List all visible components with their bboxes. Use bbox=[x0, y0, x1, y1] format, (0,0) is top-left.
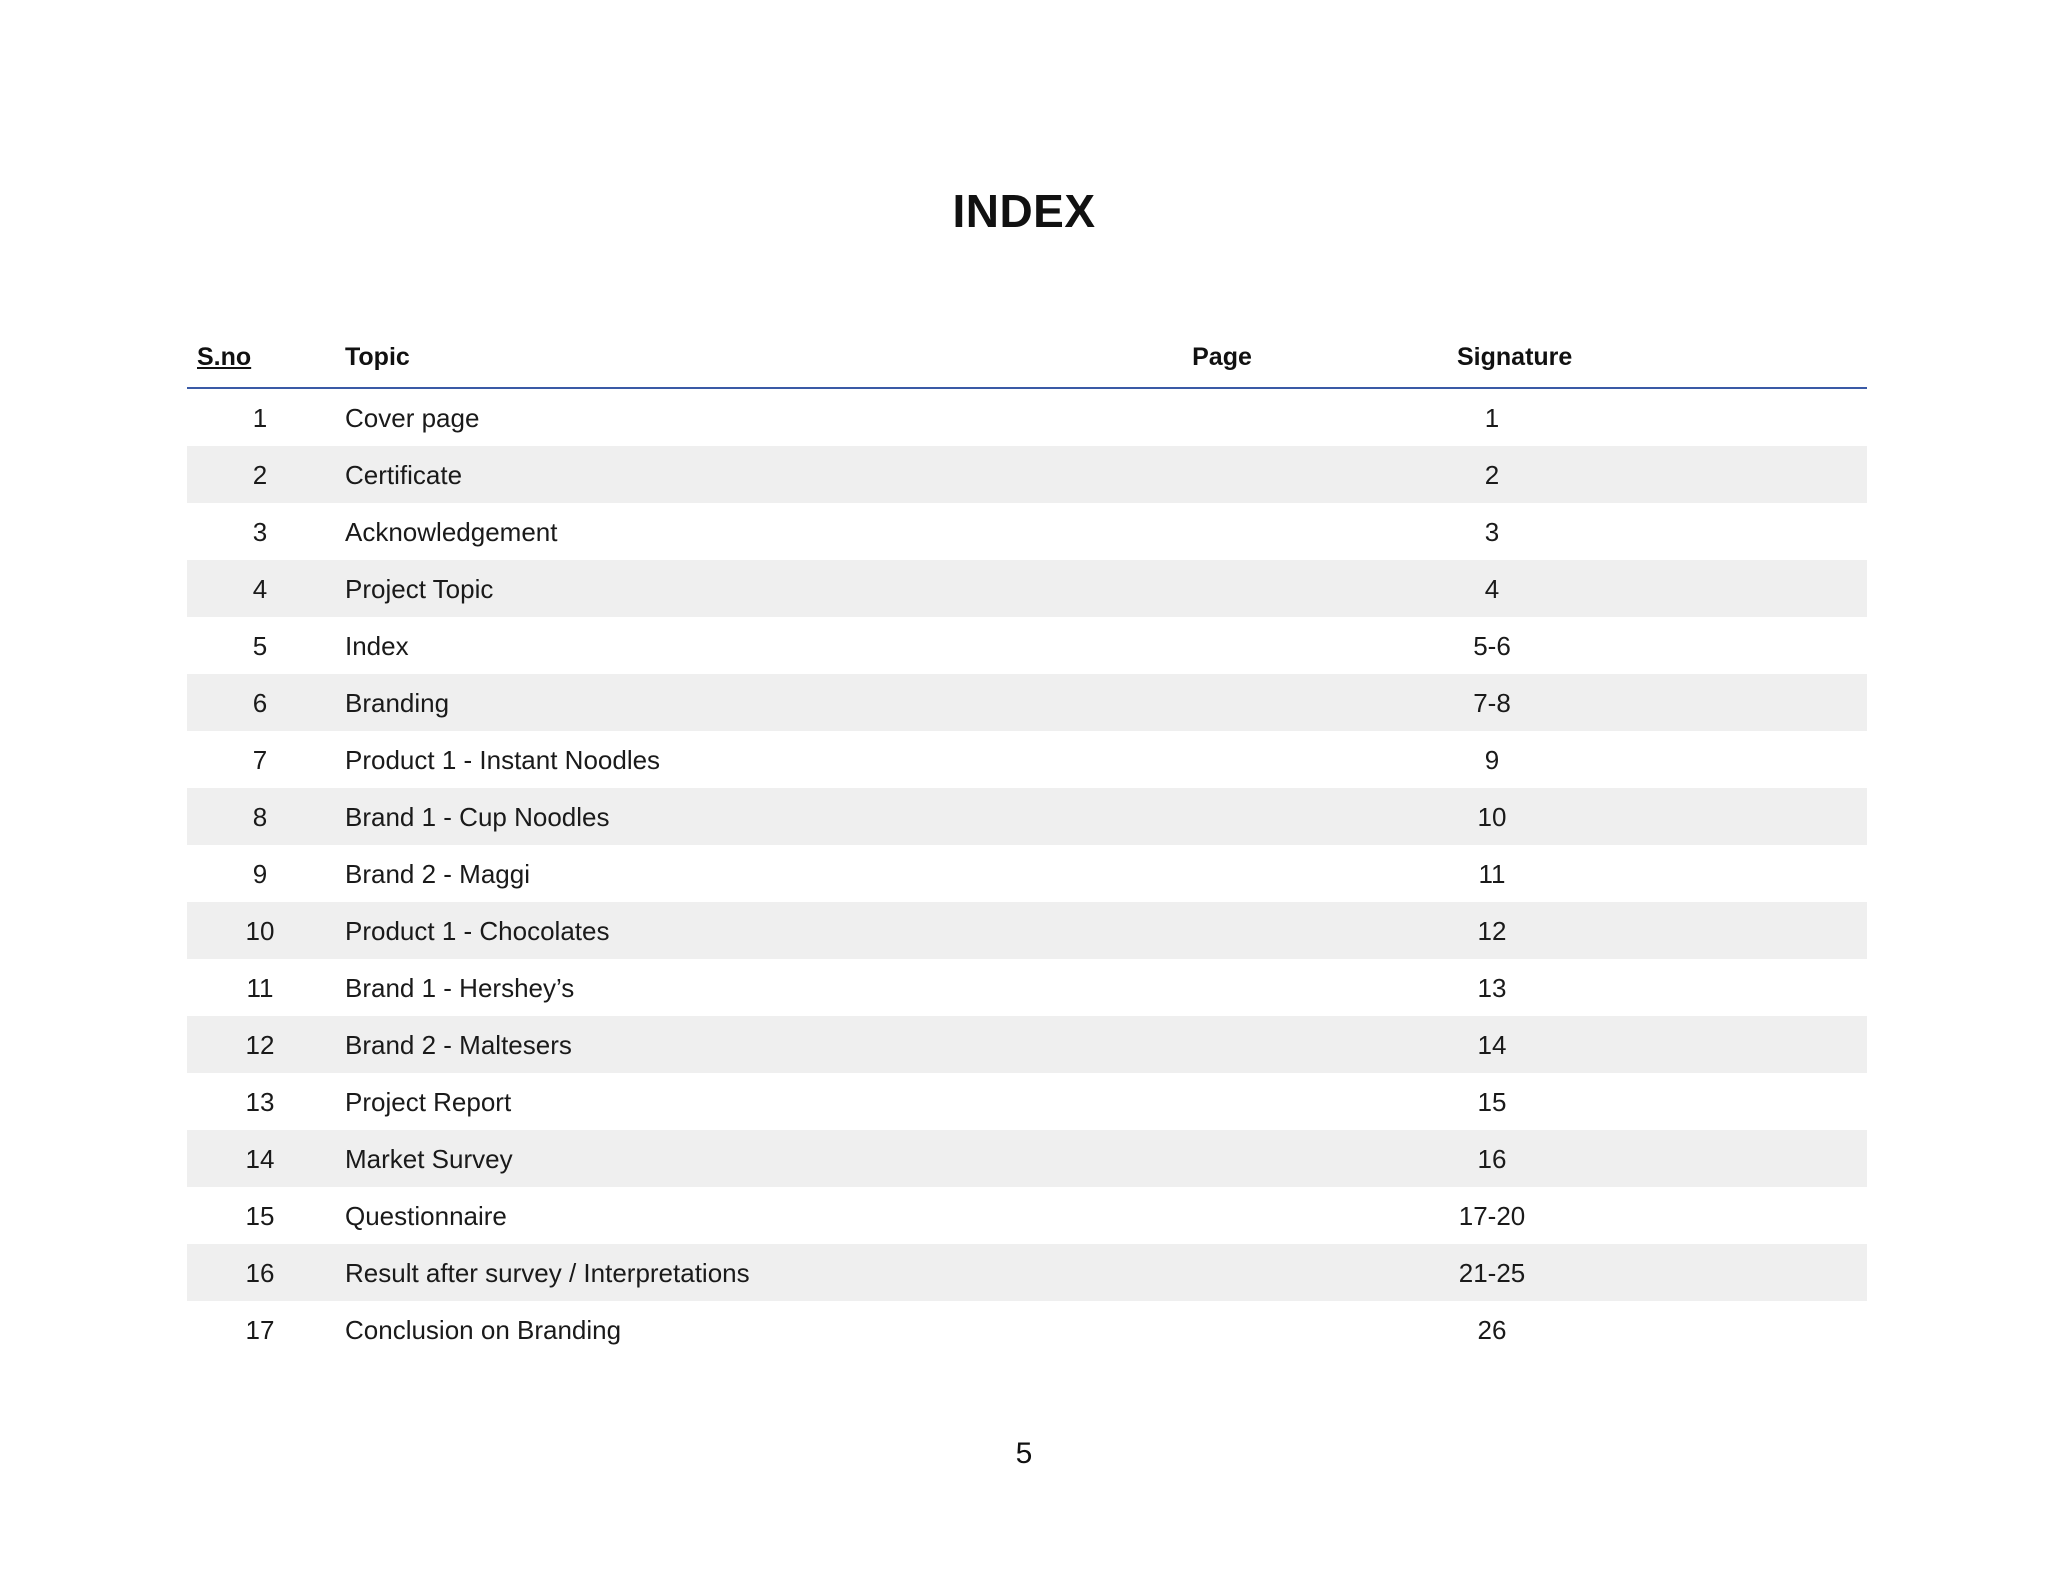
table-row bbox=[187, 1016, 1867, 1073]
row-topic: Brand 2 - Maggi bbox=[345, 859, 530, 889]
row-topic: Certificate bbox=[345, 460, 463, 490]
row-topic: Project Topic bbox=[345, 574, 494, 604]
row-page: 11 bbox=[1478, 859, 1506, 889]
header-page: Page bbox=[1192, 343, 1252, 371]
row-topic: Index bbox=[345, 631, 409, 661]
row-page: 2 bbox=[1484, 460, 1500, 490]
row-page: 9 bbox=[1484, 745, 1500, 775]
row-sno: 6 bbox=[252, 688, 268, 718]
row-topic: Brand 1 - Hershey’s bbox=[345, 973, 575, 1003]
row-page: 4 bbox=[1484, 574, 1500, 604]
row-topic: Branding bbox=[345, 688, 450, 718]
row-page: 14 bbox=[1477, 1030, 1507, 1060]
table-row bbox=[187, 503, 1867, 560]
row-page: 26 bbox=[1477, 1315, 1507, 1345]
table-row bbox=[187, 845, 1867, 902]
row-sno: 11 bbox=[246, 973, 274, 1003]
row-page: 17-20 bbox=[1458, 1201, 1526, 1231]
header-topic: Topic bbox=[345, 343, 410, 371]
row-page: 1 bbox=[1484, 403, 1500, 433]
index-table bbox=[187, 329, 1867, 1358]
row-sno: 5 bbox=[252, 631, 268, 661]
row-topic: Product 1 - Instant Noodles bbox=[345, 745, 661, 775]
row-topic: Result after survey / Interpretations bbox=[345, 1258, 750, 1288]
row-topic: Questionnaire bbox=[345, 1201, 507, 1231]
table-row bbox=[187, 389, 1867, 446]
row-page: 15 bbox=[1477, 1087, 1507, 1117]
row-sno: 14 bbox=[245, 1144, 275, 1174]
row-sno: 10 bbox=[245, 916, 275, 946]
row-topic: Brand 2 - Maltesers bbox=[345, 1030, 572, 1060]
row-sno: 17 bbox=[245, 1315, 275, 1345]
table-header-row bbox=[187, 329, 1867, 389]
row-page: 13 bbox=[1477, 973, 1507, 1003]
row-page: 5-6 bbox=[1473, 631, 1511, 661]
row-page: 7-8 bbox=[1473, 688, 1511, 718]
row-sno: 12 bbox=[245, 1030, 275, 1060]
header-signature: Signature bbox=[1457, 343, 1573, 371]
row-sno: 9 bbox=[252, 859, 268, 889]
row-topic: Brand 1 - Cup Noodles bbox=[345, 802, 610, 832]
row-sno: 3 bbox=[252, 517, 268, 547]
row-sno: 1 bbox=[252, 403, 268, 433]
row-sno: 7 bbox=[252, 745, 268, 775]
row-topic: Conclusion on Branding bbox=[345, 1315, 622, 1345]
table-row bbox=[187, 788, 1867, 845]
row-topic: Project Report bbox=[345, 1087, 512, 1117]
row-topic: Product 1 - Chocolates bbox=[345, 916, 610, 946]
row-topic: Market Survey bbox=[345, 1144, 513, 1174]
table-row bbox=[187, 731, 1867, 788]
page-title: INDEX bbox=[952, 185, 1096, 237]
table-row bbox=[187, 617, 1867, 674]
table-row bbox=[187, 959, 1867, 1016]
row-topic: Acknowledgement bbox=[345, 517, 558, 547]
row-sno: 16 bbox=[245, 1258, 275, 1288]
table-row bbox=[187, 674, 1867, 731]
page-number: 5 bbox=[1015, 1437, 1033, 1470]
row-page: 16 bbox=[1477, 1144, 1507, 1174]
table-row bbox=[187, 1187, 1867, 1244]
table-row bbox=[187, 1244, 1867, 1301]
table-row bbox=[187, 1301, 1867, 1358]
row-sno: 15 bbox=[245, 1201, 275, 1231]
row-sno: 4 bbox=[252, 574, 268, 604]
table-row bbox=[187, 446, 1867, 503]
table-row bbox=[187, 560, 1867, 617]
row-sno: 8 bbox=[252, 802, 268, 832]
table-row bbox=[187, 1073, 1867, 1130]
row-sno: 2 bbox=[252, 460, 268, 490]
row-sno: 13 bbox=[245, 1087, 275, 1117]
table-row bbox=[187, 1130, 1867, 1187]
header-sno: S.no bbox=[197, 343, 252, 371]
row-topic: Cover page bbox=[345, 403, 480, 433]
row-page: 10 bbox=[1477, 802, 1507, 832]
row-page: 3 bbox=[1484, 517, 1500, 547]
row-page: 21-25 bbox=[1458, 1258, 1526, 1288]
table-row bbox=[187, 902, 1867, 959]
row-page: 12 bbox=[1477, 916, 1507, 946]
